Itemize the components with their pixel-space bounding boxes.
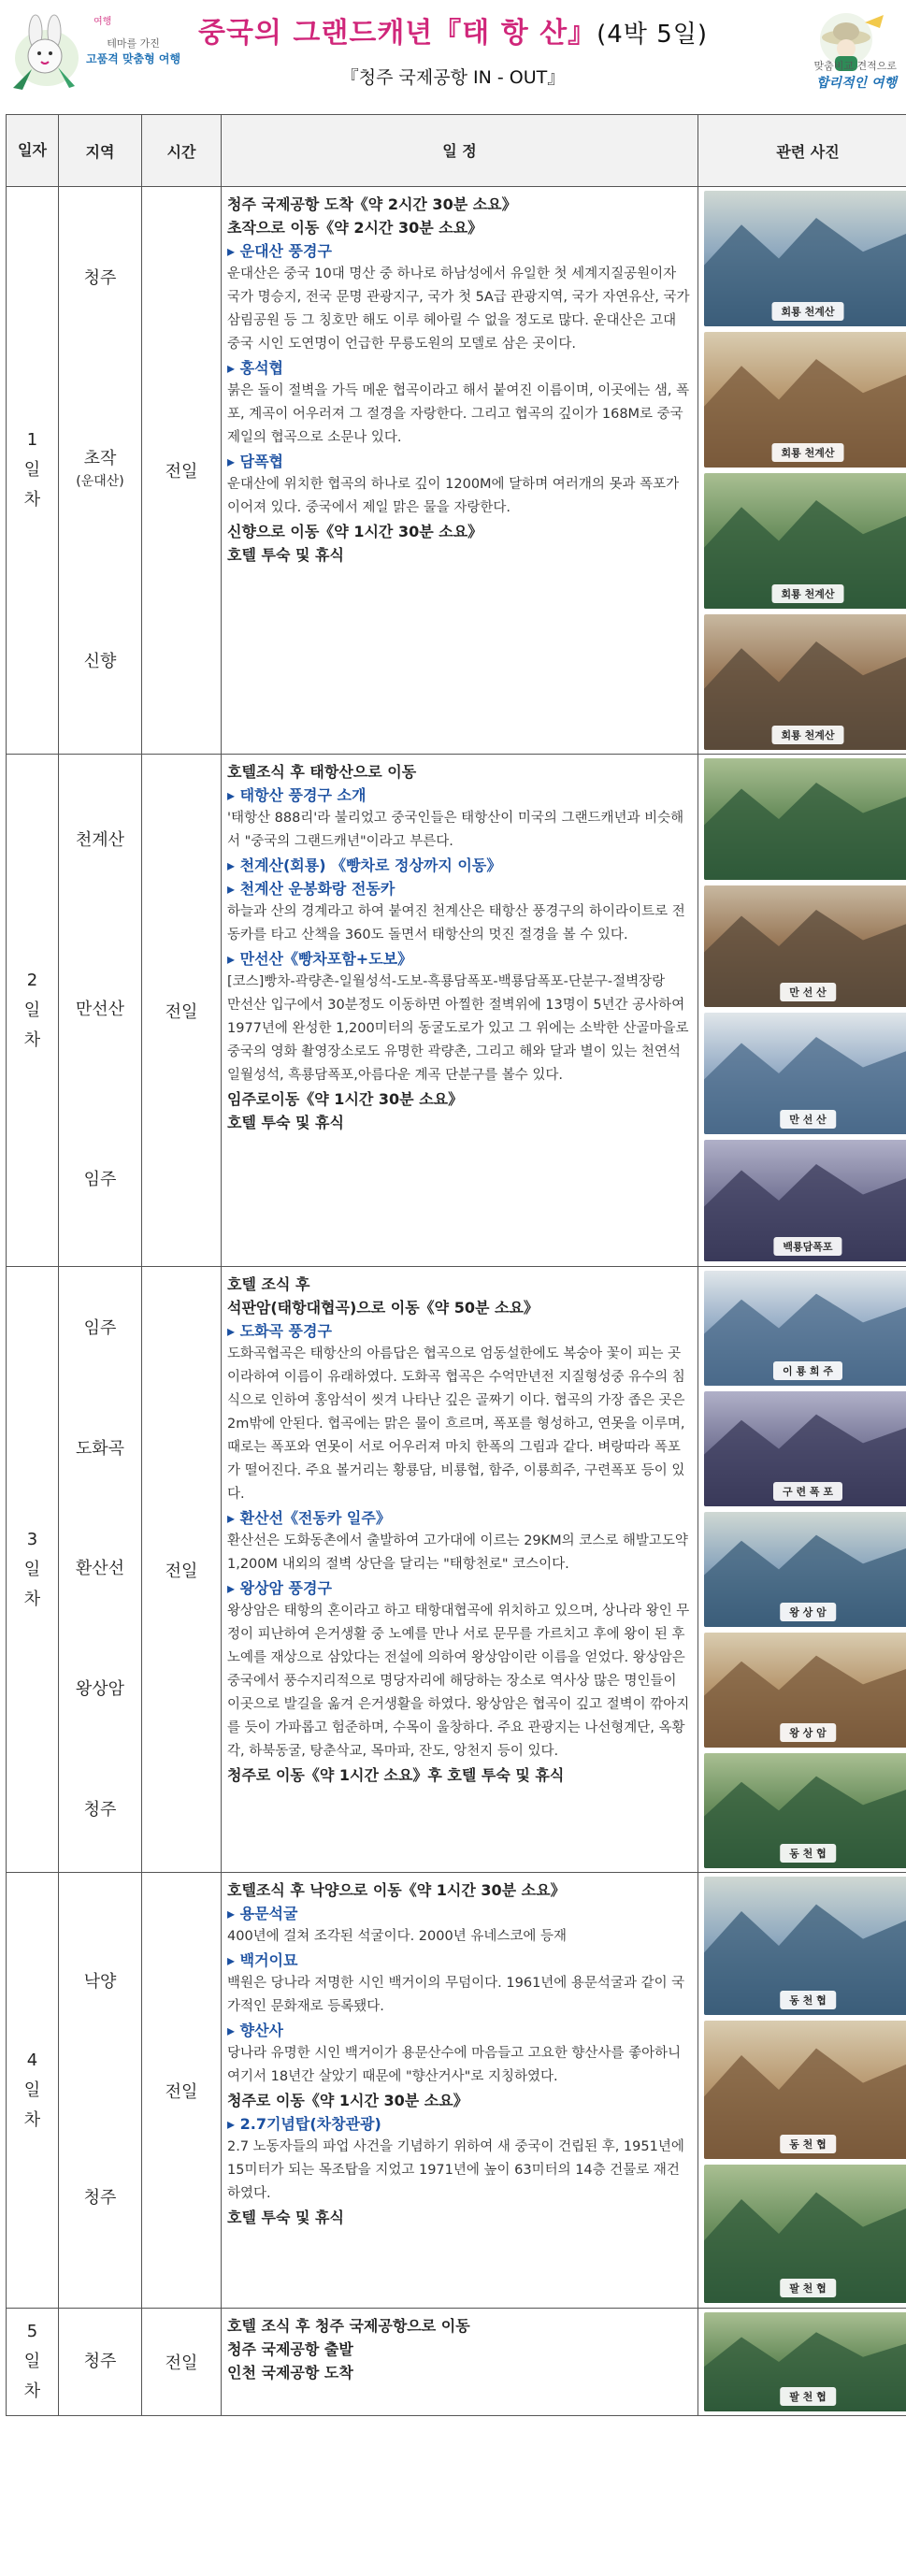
right-brand-logo	[725, 4, 902, 97]
scenery-photo	[704, 2312, 906, 2411]
photo-caption: 동 천 협	[780, 2135, 836, 2153]
col-header-itinerary: 일 정	[222, 115, 698, 187]
region-name: 도화곡	[75, 1438, 125, 1459]
region-item	[59, 1169, 141, 1191]
attraction-description: 당나라 유명한 시인 백거이가 용문산수에 마음들고 고요한 향산사를 좋아하니 여기서 18년간 살았기 때문에 "향산거사"로 지칭하였다.	[227, 2046, 682, 2084]
day-row	[7, 2309, 906, 2416]
itinerary-cell	[222, 1267, 698, 1873]
region-name: 낙양	[83, 1972, 117, 1992]
page-title	[187, 9, 719, 50]
scenery-photo	[704, 1512, 906, 1627]
scenery-photo	[704, 191, 906, 326]
scenery-photo	[704, 614, 906, 750]
attraction-heading: ▸ 환산선《전동카 일주》	[227, 1506, 692, 1530]
photo-caption: 회룡 천계산	[772, 726, 844, 744]
photo-cell	[698, 1267, 906, 1873]
itinerary-step: 호텔 조식 후 청주 국제공항으로 이동	[227, 2317, 470, 2335]
region-item	[59, 1971, 141, 1993]
photo-cell	[698, 1873, 906, 2309]
itinerary-step: 청주 국제공항 출발	[227, 2340, 353, 2358]
scenery-photo	[704, 1140, 906, 1261]
page-subtitle: 『청주 국제공항 IN - OUT』	[340, 67, 566, 88]
day-label: 1 일 차	[7, 187, 59, 755]
itinerary-step: 호텔 투숙 및 휴식	[227, 2209, 344, 2226]
itinerary-step: 신향으로 이동《약 1시간 30분 소요》	[227, 523, 483, 540]
left-brand-logo	[4, 4, 181, 97]
scenery-photo	[704, 1877, 906, 2015]
itinerary-step: 호텔 투숙 및 휴식	[227, 546, 344, 564]
photo-caption: 팔 천 협	[780, 2387, 836, 2406]
scenery-photo	[704, 332, 906, 468]
region-name: 임주	[83, 1169, 117, 1189]
photo-caption: 팔 천 협	[780, 2279, 836, 2297]
region-name: 천계산	[75, 830, 125, 851]
attraction-heading: ▸ 향산사	[227, 2019, 692, 2042]
region-item	[59, 1799, 141, 1821]
attraction-heading: ▸ 천계산(회룡) 《빵차로 정상까지 이동》	[227, 854, 692, 877]
itinerary-step: 석판암(태항대협곡)으로 이동《약 50분 소요》	[227, 1299, 539, 1317]
attraction-heading: ▸ 만선산《빵차포함+도보》	[227, 947, 692, 971]
scenery-photo	[704, 1271, 906, 1386]
attraction-description: [코스]빵차-곽량촌-일월성석-도보-흑룡담폭포-백룡담폭포-단분구-절벽장랑	[227, 974, 666, 989]
photo-caption: 왕 상 암	[780, 1723, 836, 1742]
col-header-day: 일자	[7, 115, 59, 187]
photo-caption: 동 천 협	[780, 1991, 836, 2009]
time-cell: 전일	[142, 755, 222, 1267]
itinerary-step: 호텔조식 후 태항산으로 이동	[227, 763, 417, 781]
time-cell: 전일	[142, 1267, 222, 1873]
left-brand-tag: 테마를 가진	[107, 37, 160, 50]
itinerary-cell	[222, 187, 698, 755]
photo-caption: 구 련 폭 포	[773, 1482, 842, 1501]
time-cell: 전일	[142, 1873, 222, 2309]
scenery-photo	[704, 1633, 906, 1748]
photo-caption: 이 룡 희 주	[773, 1361, 842, 1380]
region-item	[59, 1317, 141, 1340]
region-name: 환산선	[75, 1559, 125, 1579]
svg-text:여행: 여행	[93, 17, 112, 27]
region-name: 신향	[83, 651, 117, 671]
page-header	[0, 0, 906, 105]
region-item	[59, 267, 141, 290]
day-row	[7, 755, 906, 1267]
attraction-description: 운대산에 위치한 협곡의 하나로 깊이 1200M에 달하며 여러개의 못과 폭포가 이어져 있다. 중국에서 제일 맑은 물을 자랑한다.	[227, 477, 680, 515]
time-cell: 전일	[142, 2309, 222, 2416]
itinerary-step: 호텔 투숙 및 휴식	[227, 1114, 344, 1131]
region-item	[59, 1438, 141, 1461]
right-brand-name: 합리적인 여행	[815, 76, 897, 91]
photo-cell	[698, 2309, 906, 2416]
photo-caption: 왕 상 암	[780, 1603, 836, 1621]
itinerary-step: 초작으로 이동《약 2시간 30분 소요》	[227, 219, 483, 237]
attraction-heading: ▸ 천계산 운봉화랑 전동카	[227, 877, 692, 900]
mountain-cliff-icon	[704, 758, 906, 880]
itinerary-step: 호텔조식 후 낙양으로 이동《약 1시간 30분 소요》	[227, 1881, 566, 1899]
title-sub: (4박 5일)	[597, 21, 708, 49]
attraction-description: 400년에 걸쳐 조각된 석굴이다. 2000년 유네스코에 등재	[227, 1929, 567, 1944]
photo-caption: 만 선 산	[780, 983, 836, 1001]
left-brand-name: 고품격 맞춤형 여행	[86, 52, 181, 65]
attraction-heading: ▸ 도화곡 풍경구	[227, 1319, 692, 1343]
day-row	[7, 1873, 906, 2309]
region-item	[59, 999, 141, 1021]
itinerary-cell	[222, 1873, 698, 2309]
attraction-heading: ▸ 담폭협	[227, 450, 692, 473]
attraction-description: 환산선은 도화동촌에서 출발하여 고가대에 이르는 29KM의 코스로 해발고도약 1,200M 내외의 절벽 상단을 달리는 "태항천로" 코스이다.	[227, 1533, 688, 1572]
time-cell: 전일	[142, 187, 222, 755]
attraction-heading: ▸ 운대산 풍경구	[227, 239, 692, 263]
scenery-photo	[704, 758, 906, 880]
scenery-photo	[704, 1391, 906, 1506]
region-cell	[59, 755, 142, 1267]
attraction-description: 2.7 노동자들의 파업 사건을 기념하기 위하여 새 중국이 건립된 후, 1951년에 15미터가 되는 목조탑을 지었고 1971년에 높이 63미터의 14층 건물로 재건하였다.	[227, 2139, 684, 2201]
attraction-description: 도화곡협곡은 태항산의 아름답은 협곡으로 엄동설한에도 복숭아 꽃이 피는 곳이라하여 이름이 유래하였다. 도화곡 협곡은 수억만년전 지질형성중 유수의 침식으로 인하여 홍암석이 씻겨 나타난 깊은 골짜기 이다. 협곡의 가장 좁은 곳은 2m밖에 안된다. 협곡에는 맑은 물이 흐르며, 폭포를 형성하고, 연못을 이루며, 때로는 폭포와 연못이 서로 어우러져 마치 한폭의 그림과 같다. 벼랑따라 폭포가 떨어진다. 주요 볼거리는 황룡담, 비룡협, 함주, 이룡희주, 구련폭포 등이 있다.	[227, 1346, 685, 1502]
day-label: 4 일 차	[7, 1873, 59, 2309]
region-item	[59, 448, 141, 493]
attraction-description: 운대산은 중국 10대 명산 중 하나로 하남성에서 유일한 첫 세계지질공원이자 국가 명승지, 전국 문명 관광지구, 국가 첫 5A급 관광지역, 국가 자연유산, 국가 삼림공원 등 그 칭호만 해도 이루 헤아릴 수 없을 정도로 많다. 운대산은 고대 중국 시인 도연명이 언급한 무릉도원의 모델로 삼은 곳이다.	[227, 266, 690, 352]
region-sub: (운대산)	[76, 473, 124, 489]
day-label: 3 일 차	[7, 1267, 59, 1873]
day-row	[7, 1267, 906, 1873]
region-cell	[59, 1267, 142, 1873]
region-name: 만선산	[75, 1000, 125, 1020]
attraction-heading: ▸ 홍석협	[227, 356, 692, 380]
region-item	[59, 1558, 141, 1580]
itinerary-step: 청주 국제공항 도착《약 2시간 30분 소요》	[227, 195, 517, 213]
col-header-photos: 관련 사진	[698, 115, 906, 187]
region-cell	[59, 2309, 142, 2416]
region-name: 초작	[83, 448, 117, 468]
attraction-heading: ▸ 용문석굴	[227, 1902, 692, 1925]
right-brand-tag: 맞춤비교 견적으로	[813, 60, 897, 72]
itinerary-step: 인천 국제공항 도착	[227, 2364, 353, 2382]
photo-caption: 회룡 천계산	[772, 302, 844, 321]
attraction-description: 붉은 돌이 절벽을 가득 메운 협곡이라고 해서 붙여진 이름이며, 이곳에는 샘, 폭포, 계곡이 어우러져 그 절경을 자랑한다. 그리고 협곡의 깊이가 168M로 중국 제일의 협곡으로 소문나 있다.	[227, 383, 690, 445]
itinerary-cell	[222, 2309, 698, 2416]
region-name: 청주	[83, 1800, 117, 1820]
day-label: 2 일 차	[7, 755, 59, 1267]
attraction-heading: ▸ 2.7기념탑(차창관광)	[227, 2112, 692, 2136]
attraction-heading: ▸ 백거이묘	[227, 1949, 692, 1972]
attraction-description: 만선산 입구에서 30분정도 이동하면 아찔한 절벽위에 13명이 5년간 공사하여 1977년에 완성한 1,200미터의 동굴도로가 있고 그 위에는 소박한 산골마을로 중국의 영화 촬영장소로도 유명한 곽량촌, 그리고 해와 달과 별이 있는 천연석 일월성석, 흑룡담폭포,아름다운 계곡 단분구를 볼수 있다.	[227, 998, 689, 1083]
attraction-description: 왕상암은 태항의 혼이라고 하고 태항대협곡에 위치하고 있으며, 상나라 왕인 무정이 피난하여 은거생활 중 노예를 만나 서로 문무를 가르치고 후에 왕이 된 후 노예를 재상으로 삼았다는 전설에 의하여 왕상암이란 이름을 얻었다. 왕상암은 중국에서 풍수지리적으로 명당자리에 해당하는 장소로 역사상 많은 명인들이 이곳으로 발길을 옮겨 은거생활을 하였다. 왕상암은 협곡이 깊고 절벽이 깎아지를 듯이 가파롭고 험준하며, 수목이 울창하다. 주요 관광지는 나선형계단, 옥황각, 하북동굴, 탕춘삭교, 목마파, 잔도, 앙천지 등이 있다.	[227, 1604, 690, 1759]
itinerary-table	[6, 114, 906, 2416]
itinerary-step: 청주로 이동《약 1시간 30분 소요》	[227, 2092, 468, 2109]
title-main: 중국의 그랜드캐년『태 항 산』	[198, 17, 597, 50]
scenery-photo	[704, 2021, 906, 2159]
region-name: 왕상암	[75, 1679, 125, 1700]
region-item	[59, 2187, 141, 2209]
scenery-photo	[704, 885, 906, 1007]
region-item	[59, 829, 141, 852]
scenery-photo	[704, 1013, 906, 1134]
region-item	[59, 1678, 141, 1701]
region-cell	[59, 1873, 142, 2309]
scenery-photo	[704, 2165, 906, 2303]
photo-cell	[698, 187, 906, 755]
scenery-photo	[704, 473, 906, 609]
itinerary-step: 호텔 조식 후	[227, 1275, 310, 1293]
photo-caption: 만 선 산	[780, 1110, 836, 1129]
day-row	[7, 187, 906, 755]
attraction-description: '태항산 888리'라 불리었고 중국인들은 태항산이 미국의 그랜드캐년과 비슷해서 "중국의 그랜드캐년"이라고 부른다.	[227, 811, 684, 849]
photo-caption: 회룡 천계산	[772, 443, 844, 462]
attraction-description: 하늘과 산의 경계라고 하여 붙여진 천계산은 태항산 풍경구의 하이라이트로 전동카를 타고 산책을 360도 돌면서 태항산의 멋진 절경을 볼 수 있다.	[227, 904, 685, 943]
day-label: 5 일 차	[7, 2309, 59, 2416]
region-cell	[59, 187, 142, 755]
region-name: 청주	[83, 2352, 117, 2371]
region-item	[59, 2351, 141, 2373]
photo-cell	[698, 755, 906, 1267]
itinerary-step: 청주로 이동《약 1시간 소요》후 호텔 투숙 및 휴식	[227, 1766, 565, 1784]
photo-caption: 백룡담폭포	[773, 1237, 841, 1256]
region-name: 임주	[83, 1317, 117, 1338]
region-name: 청주	[83, 268, 117, 289]
itinerary-step: 임주로이동《약 1시간 30분 소요》	[227, 1090, 464, 1108]
table-header-row	[7, 115, 906, 187]
itinerary-cell	[222, 755, 698, 1267]
attraction-description: 백원은 당나라 저명한 시인 백거이의 무덤이다. 1961년에 용문석굴과 같이 국가적인 문화재로 등록됐다.	[227, 1976, 685, 2014]
region-item	[59, 651, 141, 673]
photo-caption: 회룡 천계산	[772, 584, 844, 603]
attraction-heading: ▸ 왕상암 풍경구	[227, 1576, 692, 1600]
scenery-photo	[704, 1753, 906, 1868]
region-name: 청주	[83, 2188, 117, 2208]
attraction-heading: ▸ 태항산 풍경구 소개	[227, 784, 692, 807]
col-header-time: 시간	[142, 115, 222, 187]
photo-caption: 동 천 협	[780, 1844, 836, 1863]
col-header-region: 지역	[59, 115, 142, 187]
